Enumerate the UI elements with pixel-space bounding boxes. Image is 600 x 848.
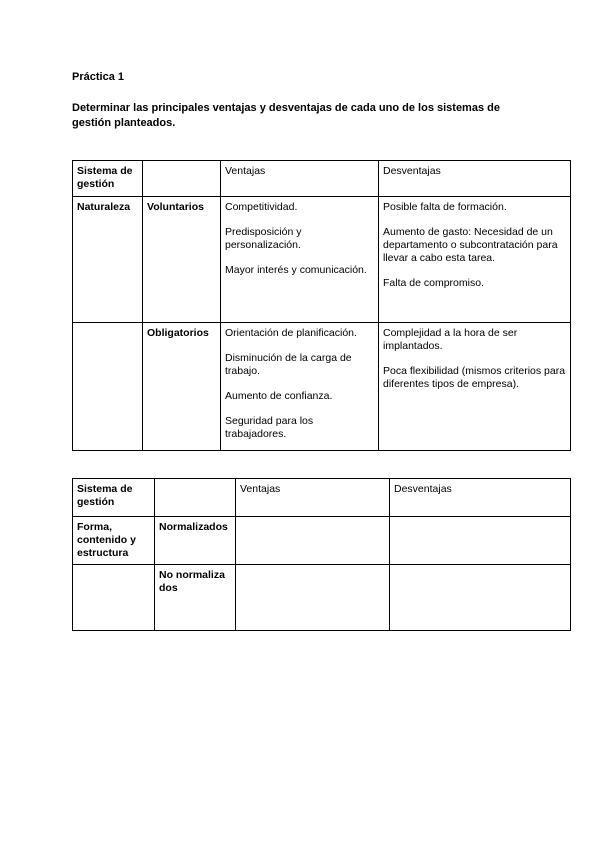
ventaja-item: Mayor interés y comunicación.	[225, 264, 367, 276]
header-sistema-gestion: Sistema de gestión	[73, 479, 155, 517]
header-desventajas: Desventajas	[379, 161, 571, 197]
desventaja-item: Aumento de gasto: Necesidad de un departamento o subcontratación para llevar a cabo esta tarea.	[383, 226, 558, 264]
desventajas-cell	[379, 197, 571, 323]
header-sistema-gestion: Sistema de gestión	[73, 161, 143, 197]
table-row	[73, 517, 571, 565]
header-empty	[155, 479, 236, 517]
advantages-table-forma	[72, 478, 571, 631]
advantages-table-naturaleza	[72, 160, 571, 451]
group-label-naturaleza: Naturaleza	[73, 197, 143, 323]
desventajas-cell	[390, 517, 571, 565]
table-row	[73, 565, 571, 631]
table-header-row	[73, 479, 571, 517]
header-empty	[143, 161, 221, 197]
ventaja-item: Competitividad.	[225, 201, 298, 213]
table-row	[73, 197, 571, 323]
table-header-row	[73, 161, 571, 197]
ventaja-item: Orientación de planificación.	[225, 327, 357, 339]
instructions-text: Determinar las principales ventajas y desventajas de cada uno de los sistemas de gestión planteados.	[72, 102, 500, 129]
page-title: Práctica 1	[72, 71, 124, 83]
ventaja-item: Disminución de la carga de trabajo.	[225, 352, 352, 377]
desventaja-item: Poca flexibilidad (mismos criterios para diferentes tipos de empresa).	[383, 365, 566, 390]
group-label-forma: Forma, contenido y estructura	[73, 517, 155, 565]
ventajas-cell	[221, 323, 379, 451]
ventajas-cell	[236, 517, 390, 565]
ventaja-item: Seguridad para los trabajadores.	[225, 415, 314, 440]
desventaja-item: Complejidad a la hora de ser implantados.	[383, 327, 518, 352]
subtype-obligatorios: Obligatorios	[143, 323, 221, 451]
table-row	[73, 323, 571, 451]
subtype-voluntarios: Voluntarios	[143, 197, 221, 323]
subtype-no-normalizados: No normalizados	[155, 565, 236, 631]
empty-cell	[73, 565, 155, 631]
ventajas-cell	[221, 197, 379, 323]
header-desventajas: Desventajas	[390, 479, 571, 517]
header-ventajas: Ventajas	[221, 161, 379, 197]
desventajas-cell	[379, 323, 571, 451]
ventaja-item: Predisposición y personalización.	[225, 226, 302, 251]
ventajas-cell	[236, 565, 390, 631]
desventaja-item: Posible falta de formación.	[383, 201, 507, 213]
desventajas-cell	[390, 565, 571, 631]
header-ventajas: Ventajas	[236, 479, 390, 517]
ventaja-item: Aumento de confianza.	[225, 390, 333, 402]
subtype-normalizados: Normalizados	[155, 517, 236, 565]
empty-cell	[73, 323, 143, 451]
desventaja-item: Falta de compromiso.	[383, 277, 484, 289]
